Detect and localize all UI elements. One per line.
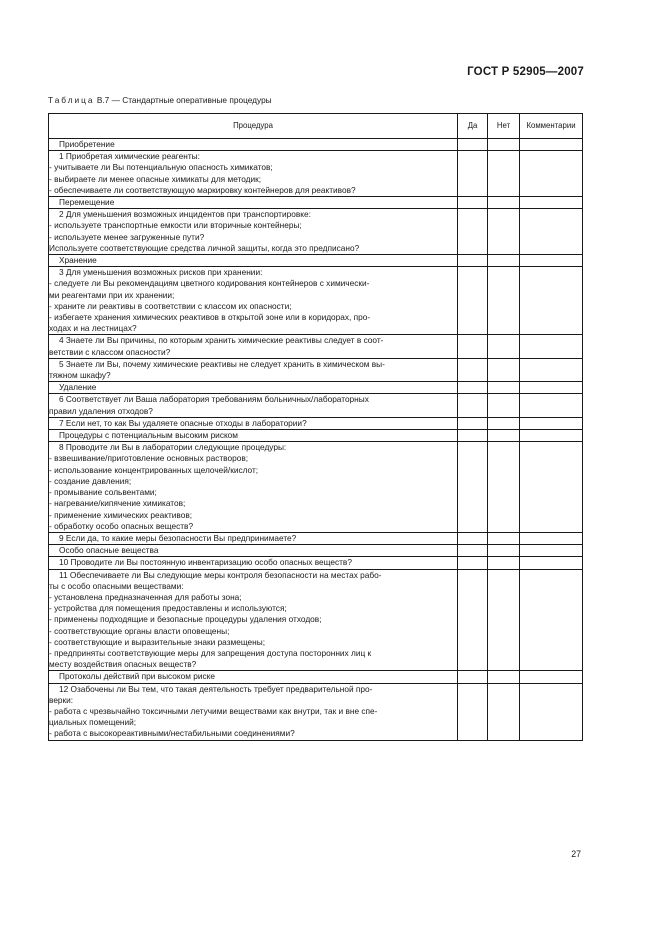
no-cell[interactable] [488,151,520,197]
column-header-yes: Да [458,114,488,139]
procedure-text-line: Протоколы действий при высоком риске [59,671,215,682]
section-header-row [49,197,583,209]
procedure-cell [49,267,458,335]
procedure-text-line: Перемещение [59,197,115,208]
procedure-text-line: - применены подходящие и безопасные процедуры удаления отходов; [49,614,322,625]
section-title-cell [49,545,458,557]
yes-cell[interactable] [458,430,488,442]
procedure-cell [49,209,458,255]
no-cell[interactable] [488,532,520,544]
no-cell[interactable] [488,209,520,255]
table-caption [48,95,272,105]
procedure-row [49,532,583,544]
comments-cell[interactable] [520,335,583,358]
section-header-row [49,430,583,442]
procedure-text-line: Процедуры с потенциальным высоким риском [59,430,239,441]
comments-cell[interactable] [520,151,583,197]
procedure-text-line: правил удаления отходов? [49,405,153,416]
comments-cell[interactable] [520,545,583,557]
procedure-text-line: ми реагентами при их хранении; [49,289,175,300]
comments-cell[interactable] [520,557,583,569]
comments-cell[interactable] [520,569,583,671]
procedure-cell [49,557,458,569]
procedure-text-line: тяжном шкафу? [49,370,111,381]
procedure-text-line: - соответствующие и выразительные знаки размещены; [49,636,266,647]
procedure-text-line: - применение химических реактивов; [49,509,193,520]
no-cell[interactable] [488,394,520,417]
comments-cell[interactable] [520,358,583,381]
column-header-procedure: Процедура [49,114,458,139]
procedure-cell [49,394,458,417]
procedure-text-line: 2 Для уменьшения возможных инцидентов при транспортировке: [59,209,311,220]
procedure-text-line: Особо опасные вещества [59,545,159,556]
yes-cell[interactable] [458,442,488,533]
procedure-cell [49,335,458,358]
section-title-cell [49,139,458,151]
procedure-text-line: Удаление [59,382,97,393]
yes-cell[interactable] [458,255,488,267]
procedure-text-line: - обработку особо опасных веществ? [49,520,194,531]
yes-cell[interactable] [458,569,488,671]
yes-cell[interactable] [458,151,488,197]
section-title-cell [49,255,458,267]
procedure-text-line: 6 Соответствует ли Ваша лаборатория требованиям больничных/лабораторных [59,394,369,405]
table-header-row [49,114,583,139]
section-title-cell [49,382,458,394]
comments-cell[interactable] [520,394,583,417]
procedure-text-line: - используете менее загруженные пути? [49,231,205,242]
procedure-text-line: Используете соответствующие средства личной защиты, когда это предписано? [49,242,360,253]
comments-cell[interactable] [520,267,583,335]
comments-cell[interactable] [520,197,583,209]
no-cell[interactable] [488,335,520,358]
procedure-text-line: 1 Приобретая химические реагенты: [59,151,200,162]
no-cell[interactable] [488,267,520,335]
no-cell[interactable] [488,197,520,209]
procedure-text-line: 12 Озабочены ли Вы тем, что такая деятельность требует предварительной про- [59,683,373,694]
no-cell[interactable] [488,382,520,394]
table-caption-title: Стандартные оперативные процедуры [122,95,272,105]
comments-cell[interactable] [520,671,583,683]
procedure-text-line: - нагревание/кипячение химикатов; [49,498,186,509]
yes-cell[interactable] [458,557,488,569]
procedure-text-line: - используете транспортные емкости или вторичные контейнеры; [49,220,302,231]
section-header-row [49,139,583,151]
table-caption-number: В.7 [96,95,110,105]
procedure-text-line: циальных помещений; [49,717,137,728]
procedure-cell [49,683,458,740]
yes-cell[interactable] [458,382,488,394]
section-header-row [49,382,583,394]
procedure-text-line: ветствии с классом опасности? [49,346,171,357]
procedure-row [49,394,583,417]
no-cell[interactable] [488,139,520,151]
procedure-text-line: - обеспечиваете ли соответствующую маркировку контейнеров для реактивов? [49,184,356,195]
procedure-text-line: ходах и на лестницах? [49,323,137,334]
procedure-text-line: - выбираете ли менее опасные химикаты для методик; [49,173,262,184]
procedure-text-line: - предприняты соответствующие меры для запрещения доступа посторонних лиц к [49,647,372,658]
procedure-text-line: верки: [49,694,74,705]
comments-cell[interactable] [520,442,583,533]
procedure-row [49,442,583,533]
procedure-text-line: 4 Знаете ли Вы причины, по которым хранить химические реактивы следует в соот- [59,335,384,346]
procedure-row [49,569,583,671]
procedure-row [49,209,583,255]
yes-cell[interactable] [458,209,488,255]
no-cell[interactable] [488,417,520,429]
page-number: 27 [571,849,581,859]
procedures-table [48,113,583,741]
no-cell[interactable] [488,358,520,381]
comments-cell[interactable] [520,417,583,429]
table-caption-dash: — [109,95,123,105]
procedure-text-line: Приобретение [59,139,115,149]
no-cell[interactable] [488,545,520,557]
yes-cell[interactable] [458,197,488,209]
procedure-text-line: Хранение [59,255,97,266]
procedure-text-line: - промывание сольвентами; [49,487,157,498]
section-title-cell [49,671,458,683]
comments-cell[interactable] [520,382,583,394]
procedure-cell [49,417,458,429]
procedure-text-line: - избегаете хранения химических реактивов в открытой зоне или в коридорах, про- [49,312,371,323]
procedure-text-line: - работа с чрезвычайно токсичными летучими веществами как внутри, так и вне спе- [49,705,378,716]
yes-cell[interactable] [458,417,488,429]
procedure-text-line: 3 Для уменьшения возможных рисков при хранении: [59,267,263,278]
no-cell[interactable] [488,442,520,533]
comments-cell[interactable] [520,683,583,740]
section-title-cell [49,430,458,442]
procedure-text-line: - использование концентрированных щелочей/кислот; [49,464,259,475]
table-caption-label: Таблица [48,95,95,105]
procedure-text-line: ты с особо опасными веществами: [49,580,184,591]
procedure-text-line: 5 Знаете ли Вы, почему химические реактивы не следует хранить в химическом вы- [59,358,385,369]
procedure-row [49,358,583,381]
procedure-text-line: - храните ли реактивы в соответствии с классом их опасности; [49,300,292,311]
yes-cell[interactable] [458,532,488,544]
procedure-cell [49,151,458,197]
procedure-row [49,151,583,197]
section-header-row [49,255,583,267]
no-cell[interactable] [488,569,520,671]
procedure-text-line: - установлена предназначенная для работы зона; [49,591,242,602]
no-cell[interactable] [488,430,520,442]
procedure-text-line: - следуете ли Вы рекомендациям цветного кодирования контейнеров с химически- [49,278,370,289]
table-body [49,139,583,741]
procedure-text-line: - устройства для помещения предоставлены и используются; [49,603,287,614]
yes-cell[interactable] [458,335,488,358]
procedure-cell [49,532,458,544]
procedure-cell [49,442,458,533]
no-cell[interactable] [488,557,520,569]
procedure-row [49,683,583,740]
procedure-cell [49,569,458,671]
procedure-text-line: - работа с высокореактивными/нестабильными соединениями? [49,728,295,739]
comments-cell[interactable] [520,430,583,442]
procedure-row [49,335,583,358]
comments-cell[interactable] [520,139,583,151]
section-header-row [49,671,583,683]
procedure-text-line: месту воздействия опасных веществ? [49,659,197,670]
procedure-row [49,557,583,569]
procedure-cell [49,358,458,381]
yes-cell[interactable] [458,358,488,381]
yes-cell[interactable] [458,671,488,683]
comments-cell[interactable] [520,255,583,267]
procedure-text-line: 10 Проводите ли Вы постоянную инвентаризацию особо опасных веществ? [59,557,352,568]
procedure-row [49,417,583,429]
no-cell[interactable] [488,683,520,740]
procedure-text-line: - соответствующие органы власти оповещены; [49,625,230,636]
document-code: ГОСТ Р 52905—2007 [467,66,584,78]
section-header-row [49,545,583,557]
procedure-text-line: 11 Обеспечиваете ли Вы следующие меры контроля безопасности на местах рабо- [59,569,382,580]
yes-cell[interactable] [458,683,488,740]
procedure-text-line: - учитываете ли Вы потенциальную опасность химикатов; [49,162,273,173]
procedure-text-line: 8 Проводите ли Вы в лаборатории следующие процедуры: [59,442,287,453]
yes-cell[interactable] [458,139,488,151]
comments-cell[interactable] [520,532,583,544]
yes-cell[interactable] [458,545,488,557]
column-header-comments: Комментарии [520,114,583,139]
yes-cell[interactable] [458,267,488,335]
column-header-no: Нет [488,114,520,139]
procedure-text-line: - взвешивание/приготовление основных растворов; [49,453,249,464]
yes-cell[interactable] [458,394,488,417]
procedure-text-line: 9 Если да, то какие меры безопасности Вы предпринимаете? [59,532,297,543]
no-cell[interactable] [488,255,520,267]
no-cell[interactable] [488,671,520,683]
procedure-text-line: 7 Если нет, то как Вы удаляете опасные отходы в лаборатории? [59,417,307,428]
procedure-text-line: - создание давления; [49,475,132,486]
section-title-cell [49,197,458,209]
comments-cell[interactable] [520,209,583,255]
procedure-row [49,267,583,335]
